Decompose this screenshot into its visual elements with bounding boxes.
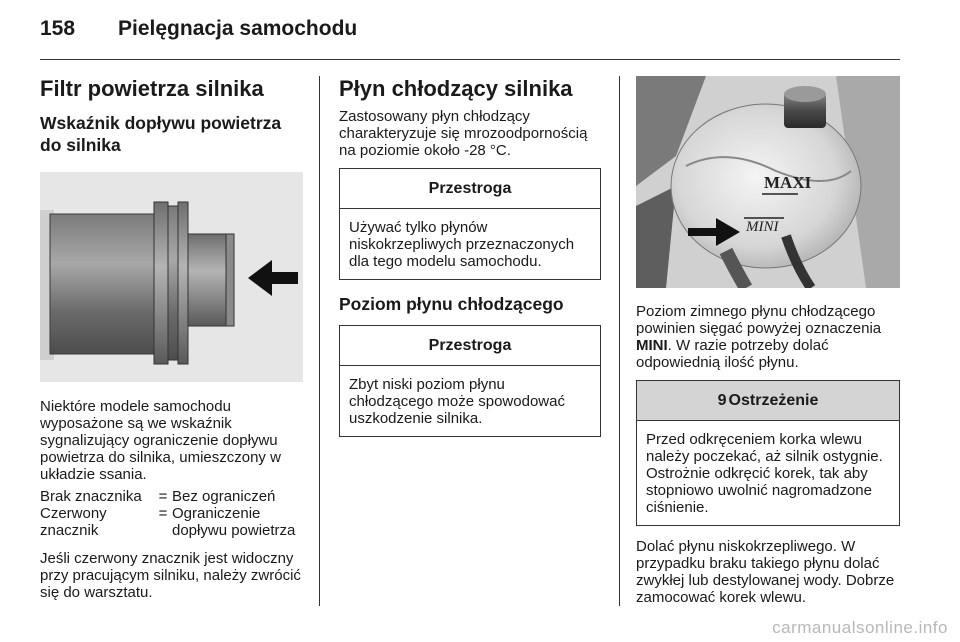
definition-row — [40, 505, 304, 539]
definition-term: Czerwony znacznik — [40, 505, 107, 539]
definition-term: Brak znacznika — [40, 488, 142, 505]
topup-paragraph: Dolać płynu niskokrzepliwego. W przypadku braku takiego płynu dolać zwykłej lub destylowanej wody. Dobrze zamocować korek wlewu. — [636, 538, 895, 606]
coolant-tank-figure — [636, 76, 900, 288]
caution-text: Zbyt niski poziom płynu chłodzącego może spowodować uszkodzenie silnika. — [349, 376, 565, 427]
column-divider-1 — [319, 76, 320, 606]
mini-emphasis: MINI — [636, 337, 668, 354]
coolant-level-text: Poziom zimnego płynu chłodzącego powinien sięgać powyżej oznaczenia — [636, 303, 882, 337]
column-divider-2 — [619, 76, 620, 606]
definition-equals: = — [158, 505, 168, 522]
definition-equals: = — [158, 488, 168, 505]
definition-description: Bez ograniczeń — [172, 488, 276, 505]
tank-min-label: MINI — [746, 219, 779, 235]
section-heading-air-filter: Filtr powietrza silnika — [40, 76, 264, 101]
watermark: carmanualsonline.info — [772, 618, 948, 637]
definition-description: Ograniczenie dopływu powietrza — [172, 505, 296, 539]
caution-title: Przestroga — [340, 169, 600, 209]
definition-table — [40, 488, 304, 539]
definition-row — [40, 488, 304, 505]
header-divider — [40, 59, 900, 60]
warning-triangle-icon: 9 — [717, 392, 727, 409]
section-heading-coolant: Płyn chłodzący silnika — [339, 76, 573, 101]
column-3 — [636, 76, 900, 606]
red-marker-paragraph: Jeśli czerwony znacznik jest widoczny przy pracującym silniku, należy zwrócić się do warsztatu. — [40, 550, 301, 601]
caution-box-2 — [339, 325, 601, 437]
warning-title: Ostrzeżenie — [728, 392, 819, 409]
subheading-coolant-level: Poziom płynu chłodzącego — [339, 294, 564, 314]
chapter-title: Pielęgnacja samochodu — [118, 17, 358, 40]
coolant-tank-illustration — [636, 76, 900, 288]
tank-max-label: MAXI — [764, 173, 812, 192]
warning-box — [636, 380, 900, 526]
warning-text: Przed odkręceniem korka wlewu należy poczekać, aż silnik ostygnie. Ostrożnie odkręcić korek, tak aby stopniowo uwolnić nagromadzone ciśnienie. — [646, 431, 883, 516]
air-indicator-illustration — [40, 172, 303, 382]
warning-header — [637, 381, 899, 421]
caution-text: Używać tylko płynów niskokrzepliwych przeznaczonych dla tego modelu samochodu. — [349, 219, 575, 270]
air-indicator-paragraph: Niektóre modele samochodu wyposażone są we wskaźnik sygnalizujący ograniczenie dopływu powietrza do silnika, umieszczony w układzie ssania. — [40, 398, 281, 483]
column-2 — [339, 76, 601, 437]
page-number: 158 — [40, 17, 76, 40]
air-indicator-figure — [40, 172, 303, 382]
column-1 — [40, 76, 304, 601]
caution-title: Przestroga — [340, 326, 600, 366]
caution-box-1 — [339, 168, 601, 280]
coolant-paragraph: Zastosowany płyn chłodzący charakteryzuje się mrozoodpornością na poziomie około -28 °C. — [339, 108, 588, 159]
subheading-air-indicator: Wskaźnik dopływu powietrza do silnika — [40, 113, 282, 155]
coolant-level-paragraph — [636, 303, 900, 371]
coolant-level-text-end: . W razie potrzeby dolać odpowiednią ilość płynu. — [636, 337, 829, 371]
